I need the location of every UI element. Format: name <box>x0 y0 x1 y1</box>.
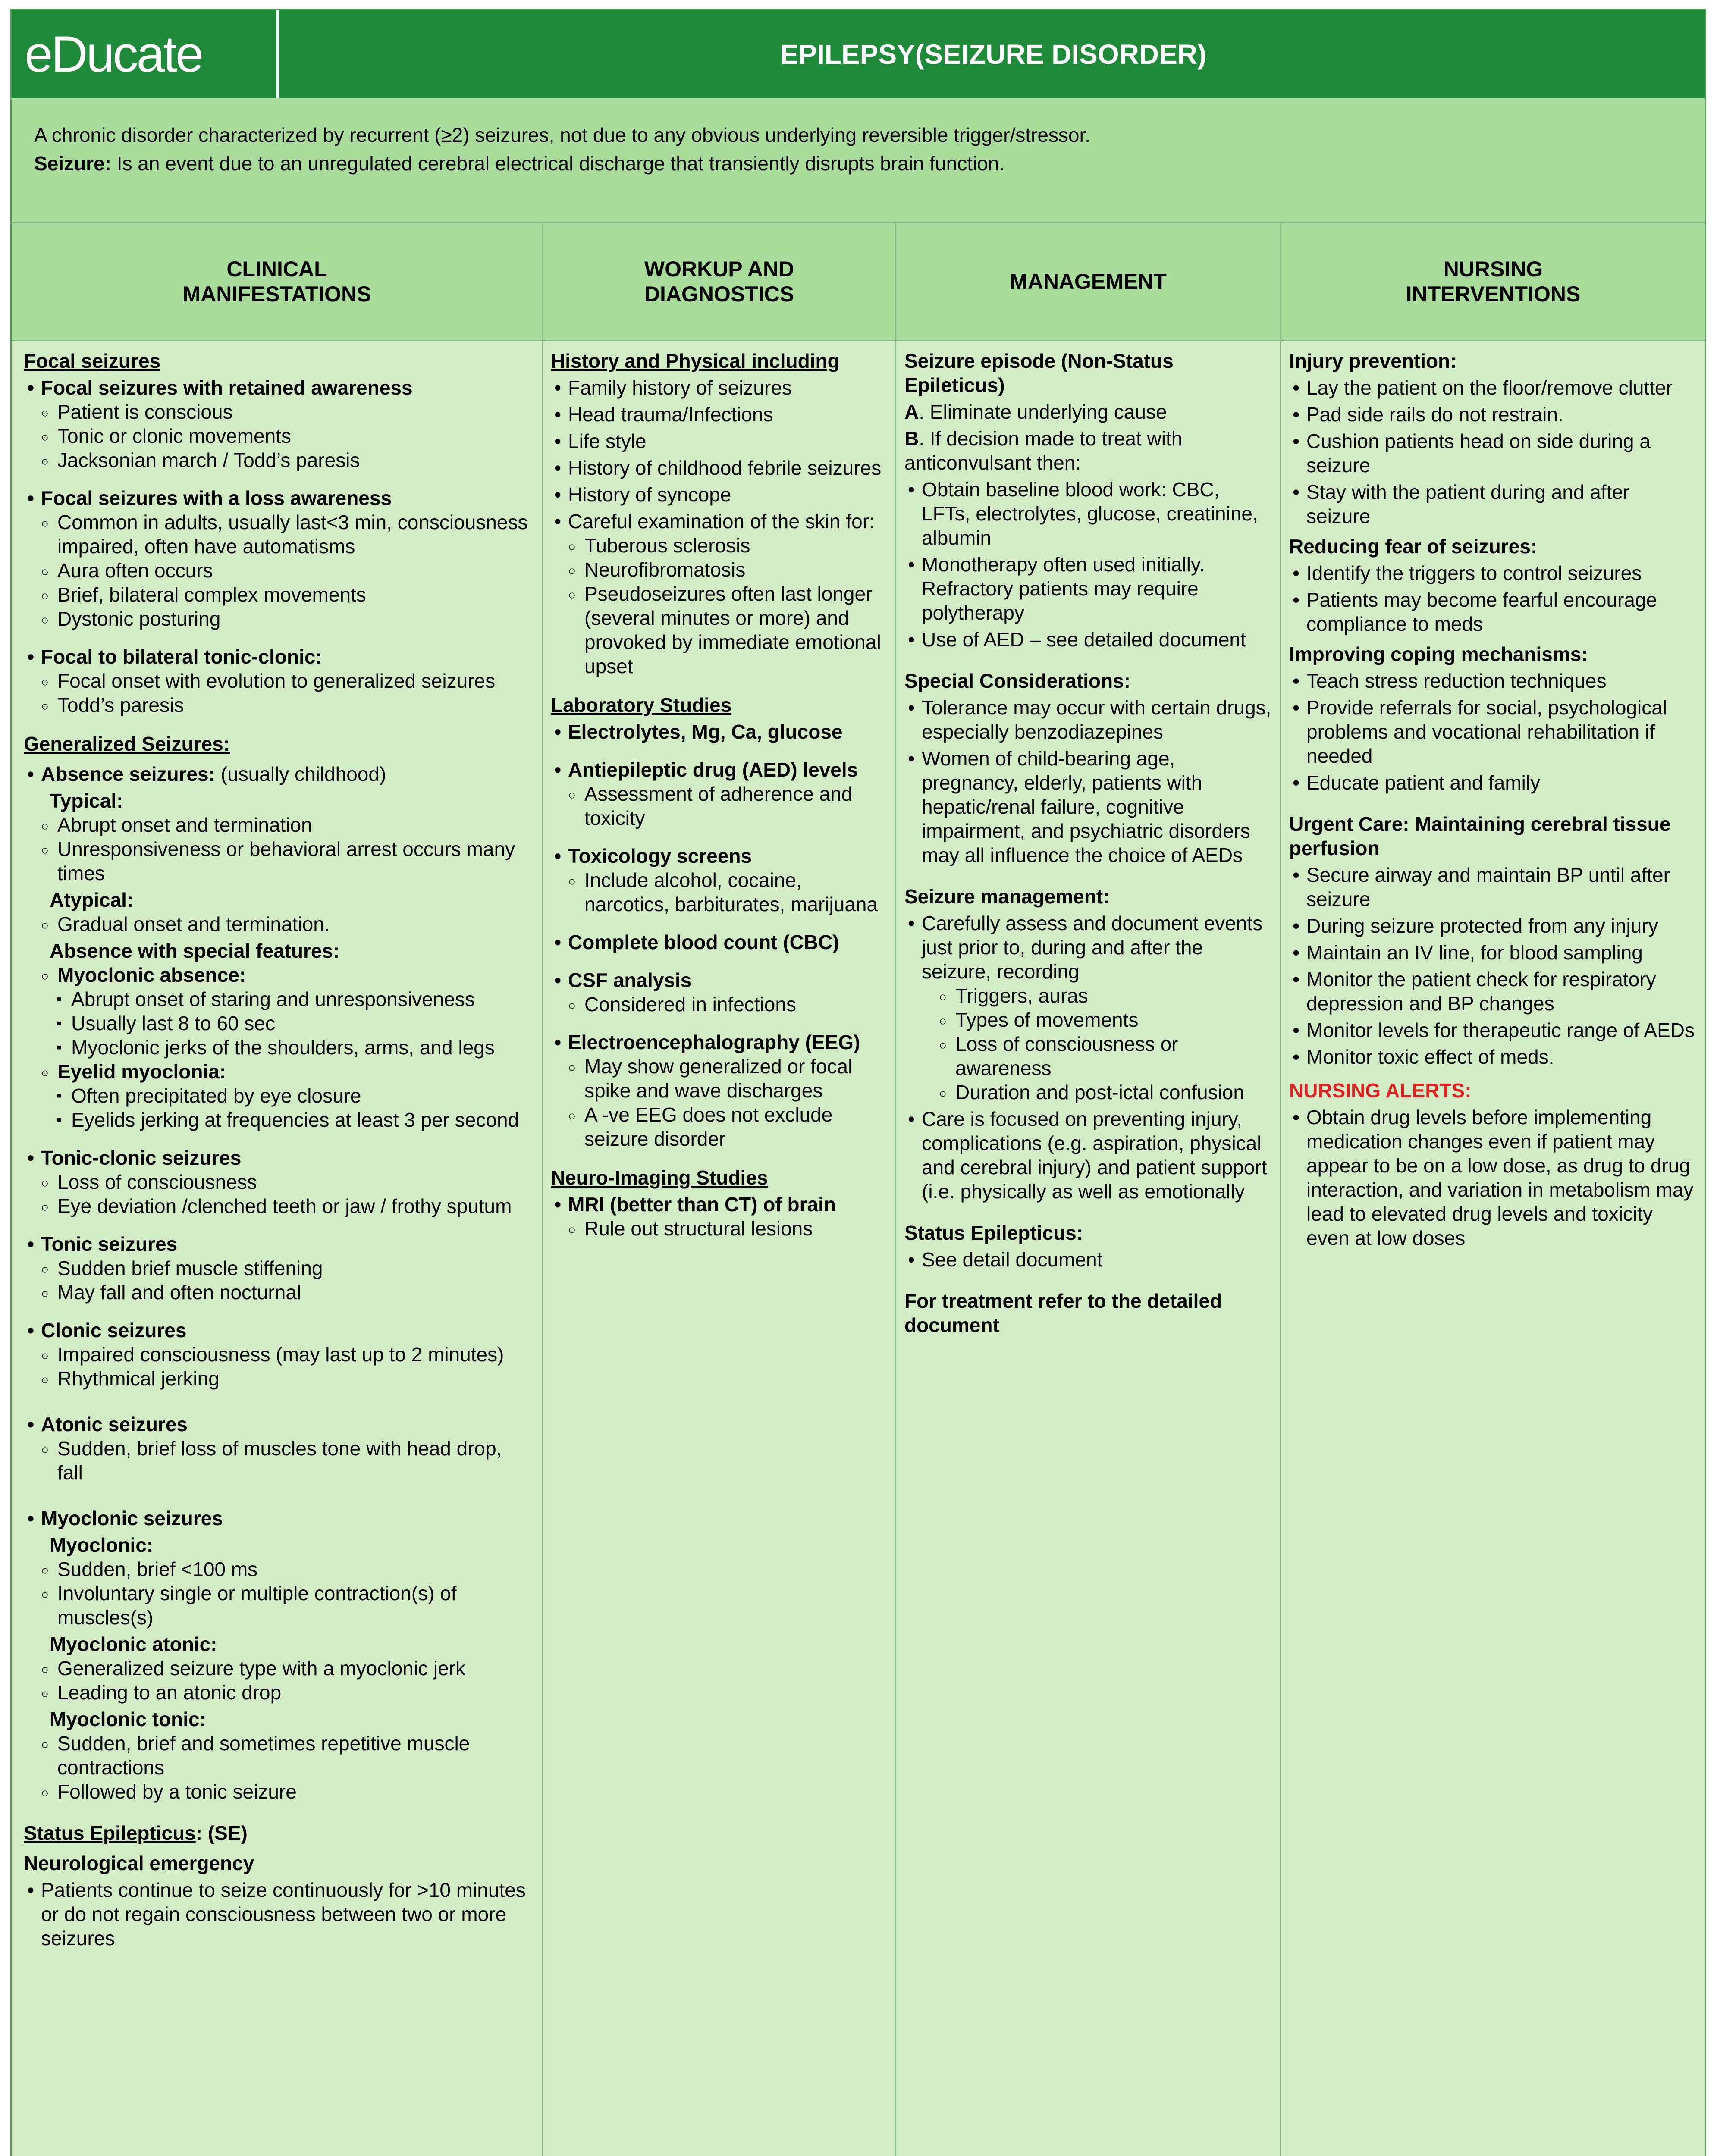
lettered-step <box>904 400 1273 424</box>
column-divider <box>542 223 543 2156</box>
list-item: ○ Triggers, auras <box>904 984 1273 1008</box>
col-header-clinical: CLINICAL MANIFESTATIONS <box>182 257 371 306</box>
list-item: ○ Pseudoseizures often last longer (several minutes or more) and provoked by immediate emotional upset <box>551 582 887 678</box>
list-item: ○ Aura often occurs <box>24 558 533 583</box>
step-letter: B <box>904 427 919 450</box>
item-heading: • Electrolytes, Mg, Ca, glucose <box>551 720 887 744</box>
subsection-heading: Reducing fear of seizures: <box>1289 535 1538 558</box>
list-item: • Family history of seizures <box>551 376 887 400</box>
list-item: ○ Focal onset with evolution to generalized seizures <box>24 669 533 693</box>
list-item: ○ Tuberous sclerosis <box>551 533 887 558</box>
seizure-label: Seizure: <box>34 152 111 175</box>
subsection-heading: Neurological emergency <box>24 1852 254 1874</box>
list-item: ○ Brief, bilateral complex movements <box>24 583 533 607</box>
col-header-management: MANAGEMENT <box>1010 270 1167 294</box>
subsection-heading: Seizure management: <box>904 885 1110 908</box>
list-item: ○ Leading to an atonic drop <box>24 1680 533 1705</box>
spacer <box>551 916 887 928</box>
list-item: • Obtain drug levels before implementing medication changes even if patient may appear to be on a low dose, as drug to drug interaction, and variation in metabolism may lead to elevated drug levels and toxicity even at low doses <box>1289 1105 1699 1250</box>
list-item: ○ Todd’s paresis <box>24 693 533 717</box>
item-heading-text: Absence seizures: <box>41 763 215 785</box>
section-heading: Focal seizures <box>24 350 161 372</box>
subsection-heading: Injury prevention: <box>1289 350 1457 372</box>
list-item: • During seizure protected from any injury <box>1289 914 1699 938</box>
spacer <box>24 1304 533 1316</box>
list-item: • Careful examination of the skin for: <box>551 509 887 533</box>
page-title: EPILEPSY(SEIZURE DISORDER) <box>780 38 1207 70</box>
list-item: ○ May show generalized or focal spike and wave discharges <box>551 1054 887 1103</box>
section-heading: History and Physical including <box>551 350 840 372</box>
col-header-nursing: NURSING INTERVENTIONS <box>1406 257 1581 306</box>
list-item: • See detail document <box>904 1247 1273 1272</box>
list-item: • Educate patient and family <box>1289 771 1699 795</box>
intro-line-2 <box>34 149 1682 178</box>
page <box>10 9 1706 2156</box>
subtype-label: Absence with special features: <box>50 940 340 962</box>
item-heading: • Toxicology screens <box>551 844 887 868</box>
list-item: ○ Include alcohol, cocaine, narcotics, barbiturates, marijuana <box>551 868 887 916</box>
subtype-label: Typical: <box>50 790 123 812</box>
section-heading-text: Status Epilepticus <box>24 1822 196 1844</box>
list-item: ○ Duration and post-ictal confusion <box>904 1080 1273 1104</box>
list-item: ▪ Eyelids jerking at frequencies at least 3 per second <box>24 1108 533 1132</box>
item-heading: • CSF analysis <box>551 968 887 992</box>
step-letter: A <box>904 401 919 423</box>
list-item: ○ Eyelid myoclonia: <box>24 1059 533 1084</box>
list-item: • Patients may become fearful encourage compliance to meds <box>1289 588 1699 636</box>
spacer <box>904 1272 1273 1283</box>
item-heading-note: (usually childhood) <box>215 763 386 785</box>
item-heading: • MRI (better than CT) of brain <box>551 1192 887 1216</box>
column-divider <box>1280 223 1281 2156</box>
educate-logo <box>12 10 279 98</box>
subtype-label: Myoclonic atonic: <box>50 1633 217 1655</box>
list-item: ○ May fall and often nocturnal <box>24 1280 533 1304</box>
list-item: ○ Involuntary single or multiple contraction(s) of muscles(s) <box>24 1581 533 1630</box>
intro-line-1: A chronic disorder characterized by recurrent (≥2) seizures, not due to any obvious underlying reversible trigger/stressor. <box>34 124 1091 146</box>
subsection-heading: For treatment refer to the detailed document <box>904 1290 1222 1336</box>
list-item: • Care is focused on preventing injury, complications (e.g. aspiration, physical and cerebral injury) and patient support (i.e. physically as well as emotionally <box>904 1107 1273 1203</box>
list-item: ▪ Often precipitated by eye closure <box>24 1084 533 1108</box>
list-item: • Cushion patients head on side during a seizure <box>1289 429 1699 477</box>
list-item: ○ Rule out structural lesions <box>551 1216 887 1241</box>
column-headers <box>12 223 1705 341</box>
list-item: • Tolerance may occur with certain drugs, especially benzodiazepines <box>904 696 1273 744</box>
spacer <box>24 1485 533 1504</box>
workup-diagnostics-column <box>551 342 887 1241</box>
spacer <box>24 1804 533 1815</box>
list-item: • Monitor the patient check for respiratory depression and BP changes <box>1289 967 1699 1015</box>
section-heading <box>24 1821 533 1845</box>
list-item: ○ Unresponsiveness or behavioral arrest occurs many times <box>24 837 533 885</box>
item-heading: • Myoclonic seizures <box>24 1506 533 1530</box>
list-item: ○ Patient is conscious <box>24 400 533 424</box>
list-item: ▪ Abrupt onset of staring and unresponsiveness <box>24 987 533 1011</box>
col-header-workup: WORKUP AND DIAGNOSTICS <box>644 257 794 306</box>
spacer <box>24 472 533 483</box>
step-text: . Eliminate underlying cause <box>919 401 1167 423</box>
item-heading: • Complete blood count (CBC) <box>551 930 887 954</box>
item-heading: • Clonic seizures <box>24 1318 533 1342</box>
spacer <box>551 1016 887 1028</box>
item-heading: • Focal seizures with a loss awareness <box>24 486 533 510</box>
list-item: • Monitor toxic effect of meds. <box>1289 1045 1699 1069</box>
list-item: • Monitor levels for therapeutic range of AEDs <box>1289 1018 1699 1042</box>
list-item: ○ Assessment of adherence and toxicity <box>551 782 887 830</box>
list-item: ○ A -ve EEG does not exclude seizure disorder <box>551 1103 887 1151</box>
list-item: • Monotherapy often used initially. Refractory patients may require polytherapy <box>904 552 1273 625</box>
spacer <box>24 1391 533 1410</box>
subsection-heading: Improving coping mechanisms: <box>1289 643 1588 665</box>
list-item: ○ Abrupt onset and termination <box>24 813 533 837</box>
spacer <box>551 830 887 841</box>
list-item: • History of childhood febrile seizures <box>551 456 887 480</box>
list-item: ○ Rhythmical jerking <box>24 1366 533 1391</box>
list-item: ○ Loss of consciousness or awareness <box>904 1032 1273 1080</box>
item-heading <box>24 762 533 786</box>
list-item: ○ Tonic or clonic movements <box>24 424 533 448</box>
step-text: . If decision made to treat with anticonvulsant then: <box>904 427 1183 474</box>
list-item: ○ Gradual onset and termination. <box>24 912 533 936</box>
subtype-label: Myoclonic tonic: <box>50 1708 206 1730</box>
item-heading: • Electroencephalography (EEG) <box>551 1030 887 1054</box>
item-heading: • Tonic-clonic seizures <box>24 1146 533 1170</box>
management-column <box>904 342 1273 1337</box>
spacer <box>551 954 887 965</box>
list-item: ○ Dystonic posturing <box>24 607 533 631</box>
subsection-heading: Seizure episode (Non-Status Epileticus) <box>904 350 1174 396</box>
list-item: • Carefully assess and document events just prior to, during and after the seizure, recording <box>904 911 1273 984</box>
list-item: • Patients continue to seize continuously for >10 minutes or do not regain consciousness between two or more seizures <box>24 1878 533 1950</box>
list-item: • Maintain an IV line, for blood sampling <box>1289 940 1699 965</box>
list-item: ○ Neurofibromatosis <box>551 558 887 582</box>
lettered-step <box>904 426 1273 475</box>
list-item: • Pad side rails do not restrain. <box>1289 402 1699 426</box>
list-item: • Use of AED – see detailed document <box>904 627 1273 652</box>
item-heading: • Focal seizures with retained awareness <box>24 376 533 400</box>
list-item: • Identify the triggers to control seizures <box>1289 561 1699 585</box>
list-item: ○ Myoclonic absence: <box>24 963 533 987</box>
list-item: ○ Sudden, brief and sometimes repetitive muscle contractions <box>24 1731 533 1780</box>
list-item: • Stay with the patient during and after seizure <box>1289 480 1699 528</box>
subtype-label: Atypical: <box>50 889 134 911</box>
list-item: • Women of child-bearing age, pregnancy, elderly, patients with hepatic/renal failure, cognitive impairment, and psychiatric disorders may all influence the choice of AEDs <box>904 746 1273 867</box>
section-heading: Neuro-Imaging Studies <box>551 1166 768 1189</box>
spacer <box>904 652 1273 663</box>
column-divider <box>895 223 896 2156</box>
nursing-interventions-column <box>1289 342 1699 1250</box>
subsection-heading: Special Considerations: <box>904 670 1131 692</box>
list-item: ○ Sudden brief muscle stiffening <box>24 1256 533 1280</box>
list-item: ○ Followed by a tonic seizure <box>24 1780 533 1804</box>
seizure-definition: Is an event due to an unregulated cerebral electrical discharge that transiently disrupts brain function. <box>111 152 1005 175</box>
list-item: ▪ Usually last 8 to 60 sec <box>24 1011 533 1035</box>
section-heading: Laboratory Studies <box>551 694 732 716</box>
list-item: ○ Eye deviation /clenched teeth or jaw / frothy sputum <box>24 1194 533 1218</box>
spacer <box>1289 795 1699 806</box>
header-bar <box>12 10 1705 98</box>
list-item: • Head trauma/Infections <box>551 402 887 426</box>
intro-definition <box>12 98 1705 223</box>
section-heading-suffix: : (SE) <box>195 1822 248 1844</box>
subsection-heading: Urgent Care: Maintaining cerebral tissue perfusion <box>1289 813 1671 859</box>
list-item: • Provide referrals for social, psychological problems and vocational rehabilitation if needed <box>1289 696 1699 768</box>
spacer <box>24 631 533 642</box>
list-item: ○ Sudden, brief loss of muscles tone with head drop, fall <box>24 1436 533 1485</box>
clinical-manifestations-column <box>24 342 533 1950</box>
spacer <box>904 1203 1273 1215</box>
spacer <box>551 744 887 755</box>
item-heading: • Antiepileptic drug (AED) levels <box>551 758 887 782</box>
list-item: • Life style <box>551 429 887 453</box>
item-heading: • Atonic seizures <box>24 1412 533 1436</box>
nursing-alerts-heading: NURSING ALERTS: <box>1289 1079 1472 1102</box>
list-item: ○ Common in adults, usually last<3 min, consciousness impaired, often have automatisms <box>24 510 533 558</box>
spacer <box>24 1218 533 1229</box>
logo-text: eDucate <box>25 25 202 83</box>
list-item: • Obtain baseline blood work: CBC, LFTs, electrolytes, glucose, creatinine, albumin <box>904 477 1273 550</box>
list-item: ○ Considered in infections <box>551 992 887 1016</box>
list-item: ○ Types of movements <box>904 1008 1273 1032</box>
subsection-heading: Status Epilepticus: <box>904 1222 1083 1244</box>
list-item: • History of syncope <box>551 483 887 507</box>
list-item: • Teach stress reduction techniques <box>1289 669 1699 693</box>
spacer <box>24 1132 533 1143</box>
spacer <box>904 867 1273 878</box>
list-item: ○ Generalized seizure type with a myoclonic jerk <box>24 1656 533 1680</box>
list-item: ○ Impaired consciousness (may last up to 2 minutes) <box>24 1342 533 1366</box>
item-heading: • Focal to bilateral tonic-clonic: <box>24 645 533 669</box>
list-item: ○ Loss of consciousness <box>24 1170 533 1194</box>
list-item: ▪ Myoclonic jerks of the shoulders, arms, and legs <box>24 1035 533 1059</box>
list-item: ○ Sudden, brief <100 ms <box>24 1557 533 1581</box>
section-heading: Generalized Seizures: <box>24 733 230 755</box>
list-item: ○ Jacksonian march / Todd’s paresis <box>24 448 533 472</box>
list-item: • Secure airway and maintain BP until after seizure <box>1289 863 1699 911</box>
list-item: • Lay the patient on the floor/remove clutter <box>1289 376 1699 400</box>
subtype-label: Myoclonic: <box>50 1534 154 1556</box>
item-heading: • Tonic seizures <box>24 1232 533 1256</box>
